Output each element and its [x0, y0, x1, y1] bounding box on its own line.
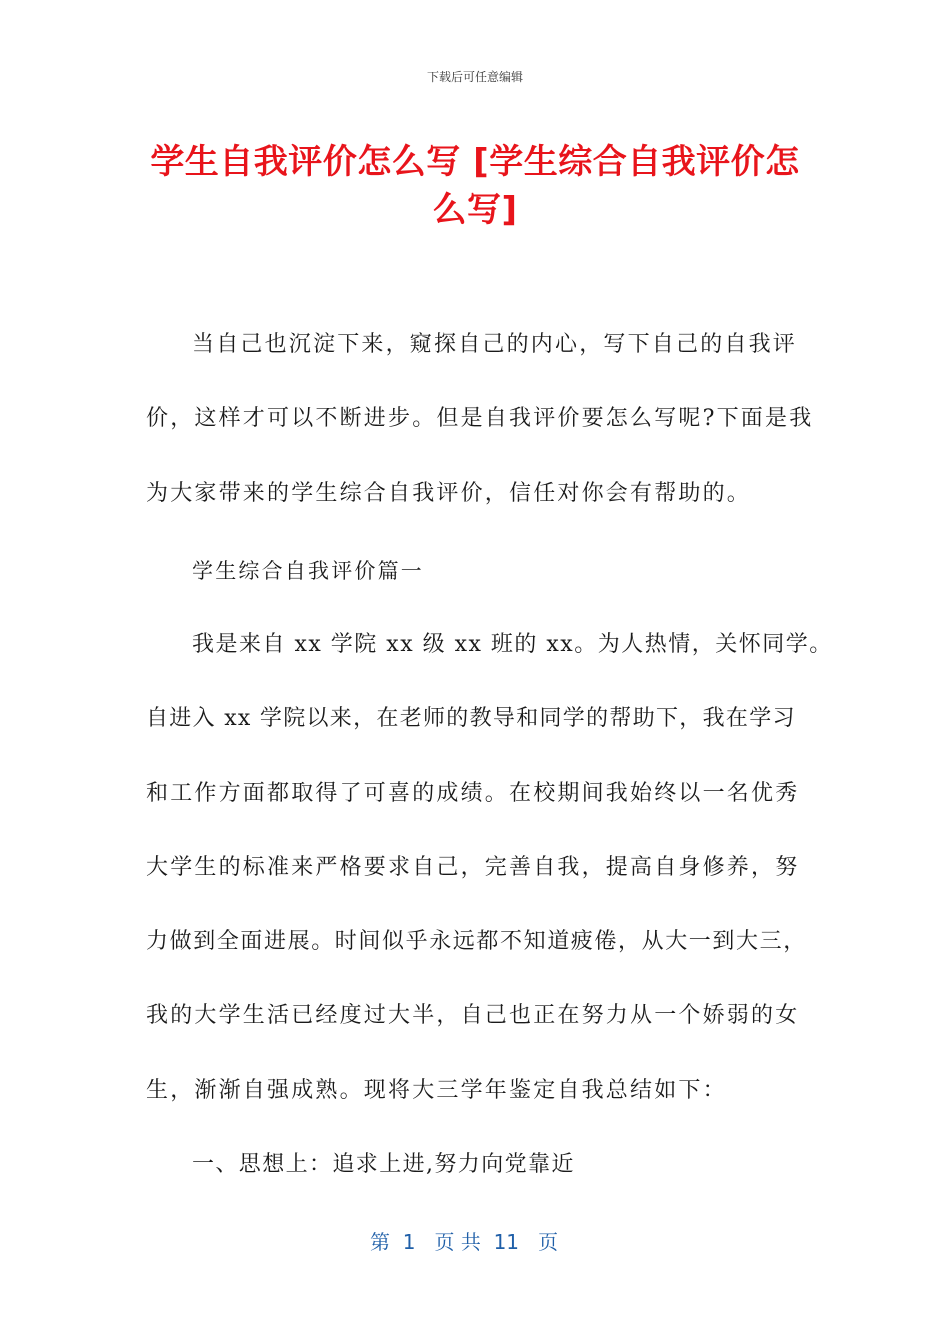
header-note: 下载后可任意编辑	[426, 70, 523, 84]
paragraph-line: 生，渐渐自强成熟。现将大三学年鉴定自我总结如下：	[146, 1078, 727, 1103]
paragraph-line: 价，这样才可以不断进步。但是自我评价要怎么写呢?下面是我	[146, 406, 814, 431]
paragraph-line: 自进入 xx 学院以来，在老师的教导和同学的帮助下，我在学习	[146, 706, 796, 731]
paragraph-line: 我的大学生活已经度过大半，自己也正在努力从一个娇弱的女	[146, 1003, 800, 1028]
paragraph-line: 我是来自 xx 学院 xx 级 xx 班的 xx。为人热情，关怀同学。	[192, 632, 833, 657]
document-title: 学生自我评价怎么写 [学生综合自我评价怎么写]	[150, 142, 800, 230]
paragraph-line: 大学生的标准来严格要求自己，完善自我，提高自身修养，努	[146, 855, 800, 880]
paragraph-line: 当自己也沉淀下来，窥探自己的内心，写下自己的自我评	[192, 332, 798, 357]
section-heading: 一、思想上：追求上进,努力向党靠近	[192, 1152, 575, 1177]
paragraph-line: 为大家带来的学生综合自我评价，信任对你会有帮助的。	[146, 481, 752, 506]
page-footer: 第 1 页 共 11 页	[370, 1230, 559, 1254]
section-heading: 学生综合自我评价篇一	[192, 559, 424, 583]
paragraph-line: 和工作方面都取得了可喜的成绩。在校期间我始终以一名优秀	[146, 781, 800, 806]
paragraph-line: 力做到全面进展。时间似乎永远都不知道疲倦，从大一到大三，	[146, 929, 807, 954]
